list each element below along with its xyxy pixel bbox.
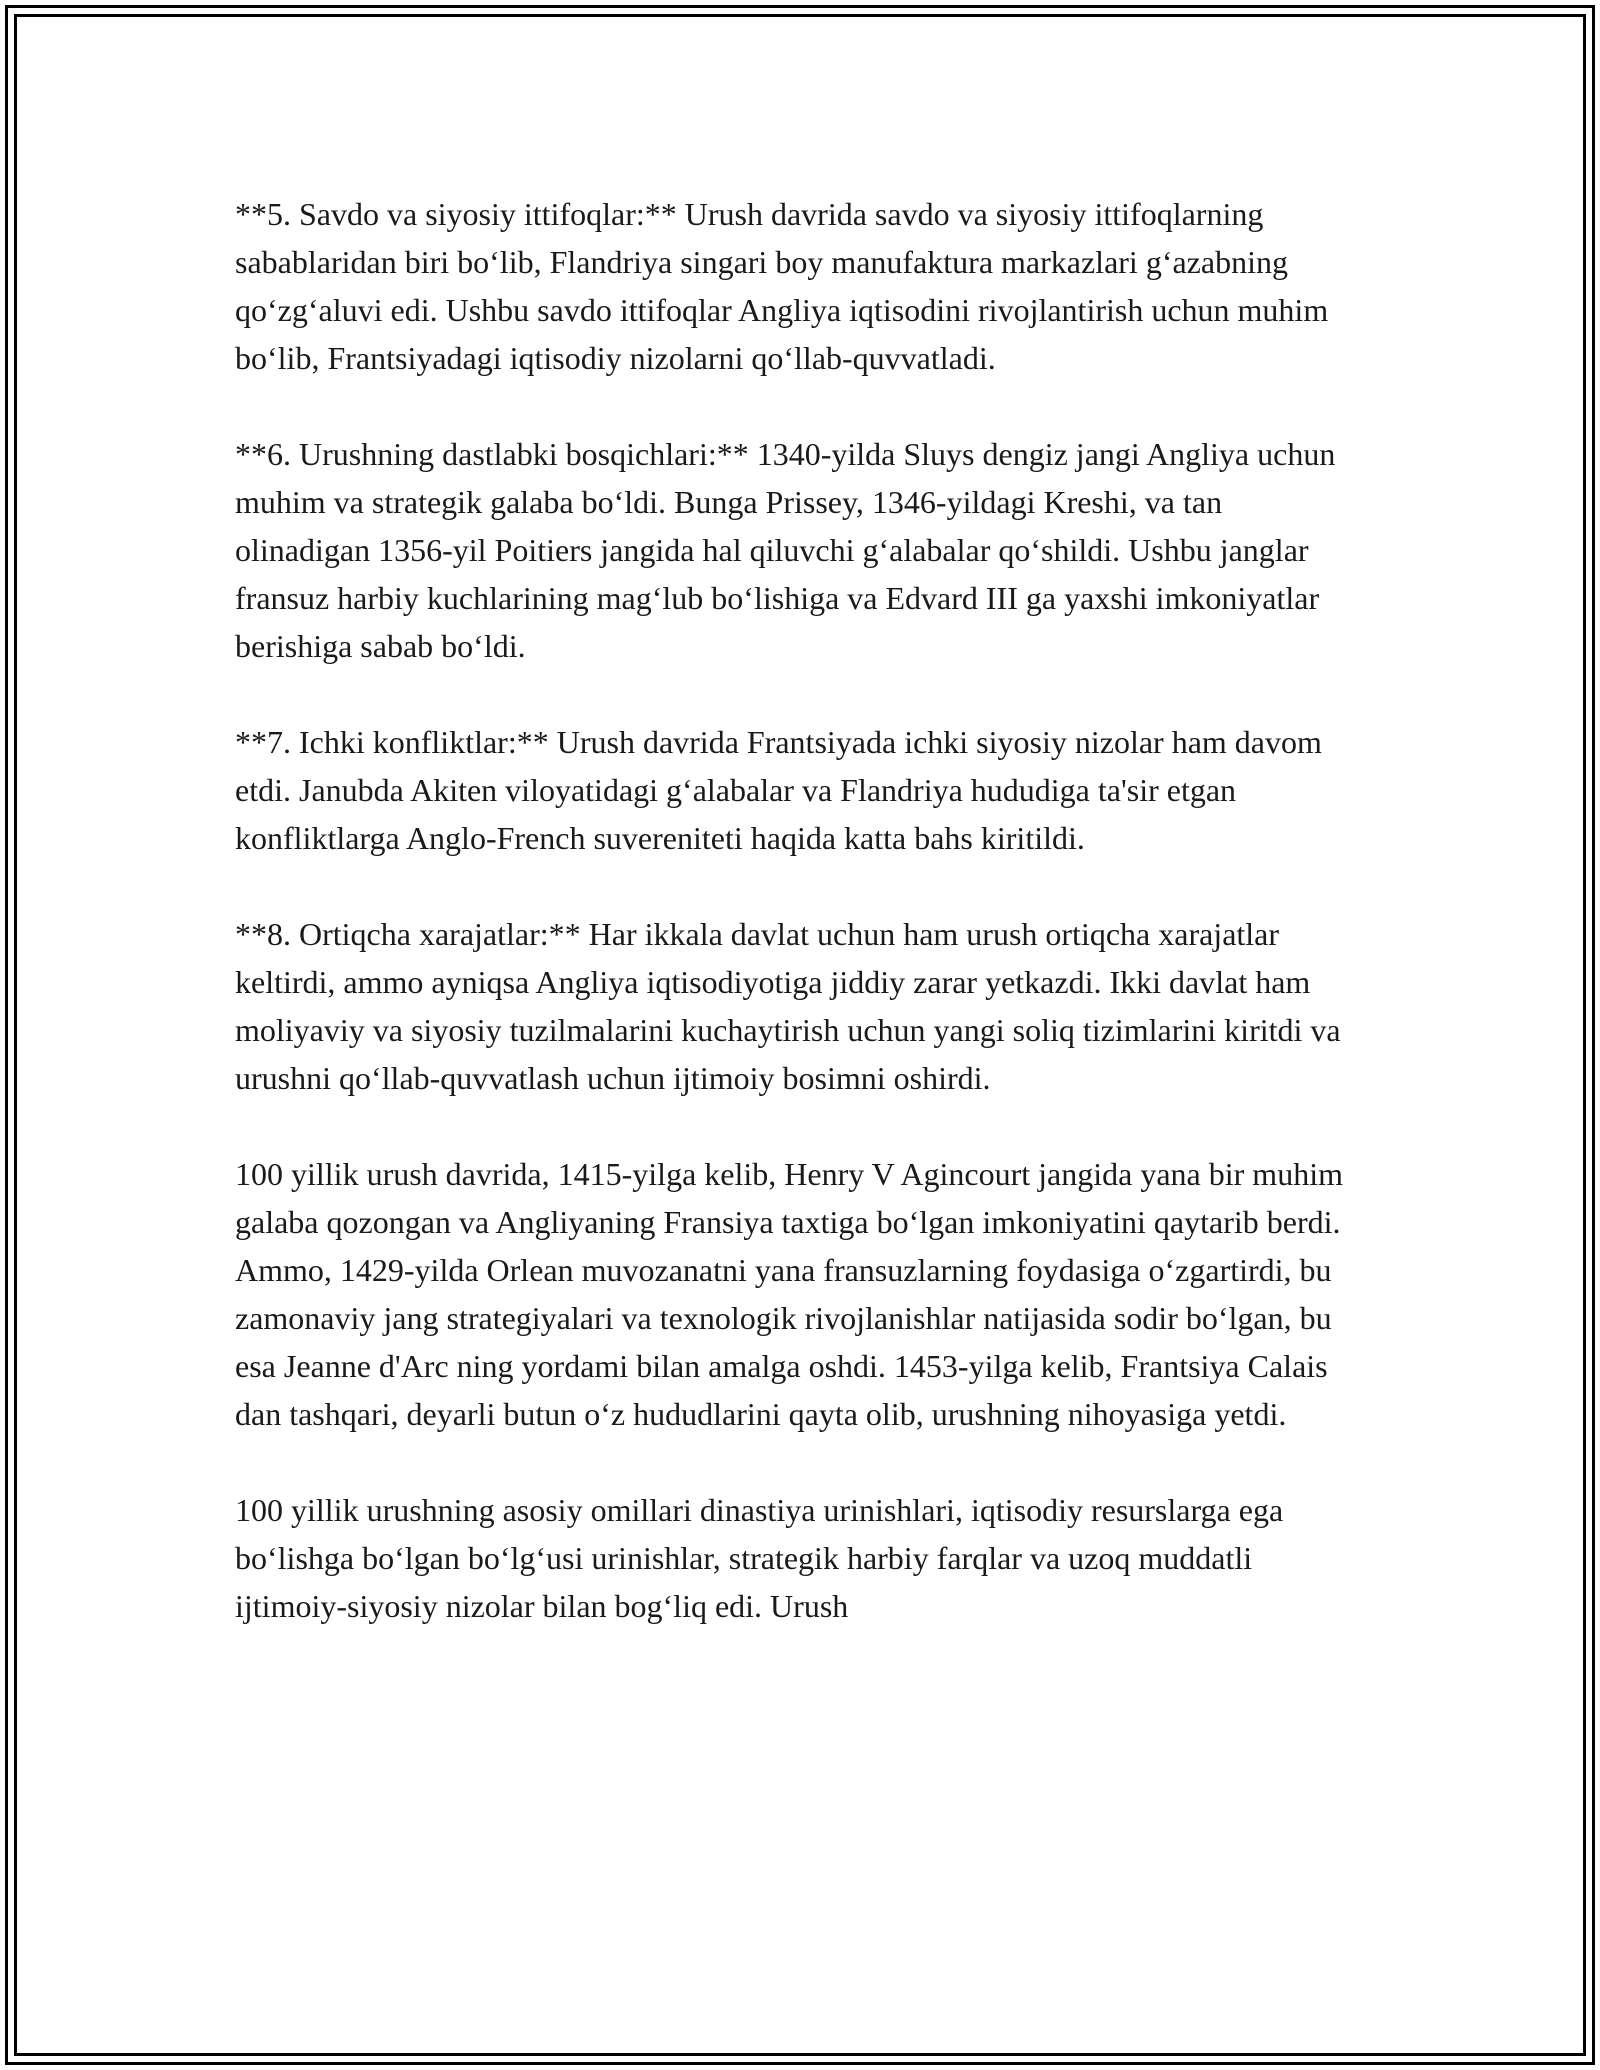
paragraph-main-factors: 100 yillik urushning asosiy omillari dinastiya urinishlari, iqtisodiy resurslarga ega boʻlishga boʻlgan boʻlgʻusi urinishlar, strategik harbiy farqlar va uzoq muddatli ijtimoiy-siyosiy nizolar bilan bogʻliq edi. Urush	[235, 1492, 1284, 1624]
paragraph-excess-expenses: **8. Ortiqcha xarajatlar:** Har ikkala davlat uchun ham urush ortiqcha xarajatlar keltirdi, ammo ayniqsa Angliya iqtisodiyotiga jiddiy zarar yetkazdi. Ikki davlat ham moliyaviy va siyosiy tuzilmalarini kuchaytirish uchun yangi soliq tizimlarini kiritdi va urushni qoʻllab-quvvatlash uchun ijtimoiy bosimni oshirdi.	[235, 916, 1341, 1096]
document-body	[235, 190, 1365, 1678]
paragraph-internal-conflicts: **7. Ichki konfliktlar:** Urush davrida Frantsiyada ichki siyosiy nizolar ham davom etdi. Janubda Akiten viloyatidagi gʻalabalar va Flandriya hududiga ta'sir etgan konfliktlarga Anglo-French suvereniteti haqida katta bahs kiritildi.	[235, 724, 1322, 856]
paragraph-trade-alliances: **5. Savdo va siyosiy ittifoqlar:** Urush davrida savdo va siyosiy ittifoqlarning sabablaridan biri boʻlib, Flandriya singari boy manufaktura markazlari gʻazabning qoʻzgʻaluvi edi. Ushbu savdo ittifoqlar Angliya iqtisodini rivojlantirish uchun muhim boʻlib, Frantsiyadagi iqtisodiy nizolarni qoʻllab-quvvatladi.	[235, 196, 1329, 376]
paragraph-early-stages: **6. Urushning dastlabki bosqichlari:** 1340-yilda Sluys dengiz jangi Angliya uchun muhim va strategik galaba boʻldi. Bunga Prissey, 1346-yildagi Kreshi, va tan olinadigan 1356-yil Poitiers jangida hal qiluvchi gʻalabalar qoʻshildi. Ushbu janglar fransuz harbiy kuchlarining magʻlub boʻlishiga va Edvard III ga yaxshi imkoniyatlar berishiga sabab boʻldi.	[235, 436, 1336, 664]
paragraph-war-course: 100 yillik urush davrida, 1415-yilga kelib, Henry V Agincourt jangida yana bir muhim galaba qozongan va Angliyaning Fransiya taxtiga boʻlgan imkoniyatini qaytarib berdi. Ammo, 1429-yilda Orlean muvozanatni yana fransuzlarning foydasiga oʻzgartirdi, bu zamonaviy jang strategiyalari va texnologik rivojlanishlar natijasida sodir boʻlgan, bu esa Jeanne d'Arc ning yordami bilan amalga oshdi. 1453-yilga kelib, Frantsiya Calais dan tashqari, deyarli butun oʻz hududlarini qayta olib, urushning nihoyasiga yetdi.	[235, 1156, 1343, 1432]
